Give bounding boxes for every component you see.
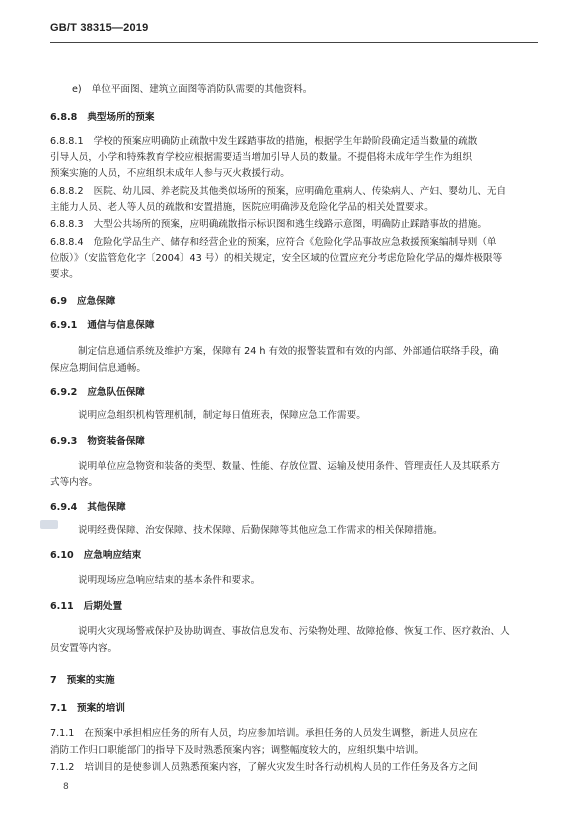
- paragraph-line: 预案实施的人员，不应组织未成年人参与灭火救援行动。: [50, 168, 290, 179]
- paragraph-line: 说明现场应急响应结束的基本条件和要求。: [78, 575, 261, 586]
- paragraph-line: 位版）》（安监管危化字〔2004〕43 号）的相关规定，安全区域的位置应充分考虑危险化学品的爆炸极限等: [50, 253, 503, 264]
- page-number: 8: [63, 782, 69, 792]
- standard-number: GB/T 38315—2019: [50, 22, 149, 34]
- clause-7-1-1: 7.1.1 在预案中承担相应任务的所有人员，均应参加培训。承担任务的人员发生调整，新进人员应在: [50, 728, 478, 739]
- heading-6-11: 6.11 后期处置: [50, 601, 123, 612]
- scan-mark: [40, 520, 58, 529]
- paragraph-line: 说明火灾现场警戒保护及协助调查、事故信息发布、污染物处理、故障抢修、恢复工作、医疗救治、人: [78, 626, 510, 637]
- clause-6-8-8-3: 6.8.8.3 大型公共场所的预案，应明确疏散指示标识图和逃生线路示意图，明确防止踩踏事故的措施。: [50, 219, 487, 230]
- paragraph-line: 式等内容。: [50, 477, 98, 488]
- heading-6-8-8: 6.8.8 典型场所的预案: [50, 112, 155, 123]
- heading-6-9-4: 6.9.4 其他保障: [50, 502, 126, 513]
- clause-6-8-8-2: 6.8.8.2 医院、幼儿园、养老院及其他类似场所的预案，应明确危重病人、传染病人、产妇、婴幼儿、无自: [50, 186, 507, 197]
- paragraph-line: 主能力人员、老人等人员的疏散和安置措施，医院应明确涉及危险化学品的相关处置要求。: [50, 202, 434, 213]
- paragraph-line: 员安置等内容。: [50, 643, 118, 654]
- clause-6-8-8-4: 6.8.8.4 危险化学品生产、储存和经营企业的预案，应符合《危险化学品事故应急救援预案编制导则（单: [50, 237, 497, 248]
- heading-6-9-1: 6.9.1 通信与信息保障: [50, 320, 155, 331]
- heading-6-10: 6.10 应急响应结束: [50, 550, 142, 561]
- paragraph-line: 引导人员，小学和特殊教育学校应根据需要适当增加引导人员的数量。不提倡将未成年学生作为组织: [50, 152, 473, 163]
- list-item-e: e) 单位平面图、建筑立面图等消防队需要的其他资料。: [72, 84, 313, 95]
- paragraph-line: 消防工作归口职能部门的指导下及时熟悉预案内容；调整幅度较大的，应组织集中培训。: [50, 745, 425, 756]
- heading-7-1: 7.1 预案的培训: [50, 703, 125, 714]
- heading-6-9-2: 6.9.2 应急队伍保障: [50, 387, 145, 398]
- clause-7-1-2: 7.1.2 培训目的是使参训人员熟悉预案内容，了解火灾发生时各行动机构人员的工作任务及各方之间: [50, 762, 478, 773]
- clause-6-8-8-1: 6.8.8.1 学校的预案应明确防止疏散中发生踩踏事故的措施，根据学生年龄阶段确定适当数量的疏散: [50, 136, 478, 147]
- heading-6-9-3: 6.9.3 物资装备保障: [50, 436, 145, 447]
- paragraph-line: 说明应急组织机构管理机制，制定每日值班表，保障应急工作需要。: [78, 410, 366, 421]
- header-rule: [50, 42, 538, 43]
- heading-6-9: 6.9 应急保障: [50, 296, 116, 307]
- paragraph-line: 说明单位应急物资和装备的类型、数量、性能、存放位置、运输及使用条件、管理责任人及其联系方: [78, 461, 501, 472]
- paragraph-line: 要求。: [50, 269, 79, 280]
- heading-7: 7 预案的实施: [50, 675, 115, 686]
- paragraph-line: 说明经费保障、治安保障、技术保障、后勤保障等其他应急工作需求的相关保障措施。: [78, 525, 443, 536]
- paragraph-line: 制定信息通信系统及维护方案，保障有 24 h 有效的报警装置和有效的内部、外部通信联络手段，确: [78, 346, 499, 357]
- paragraph-line: 保应急期间信息通畅。: [50, 363, 146, 374]
